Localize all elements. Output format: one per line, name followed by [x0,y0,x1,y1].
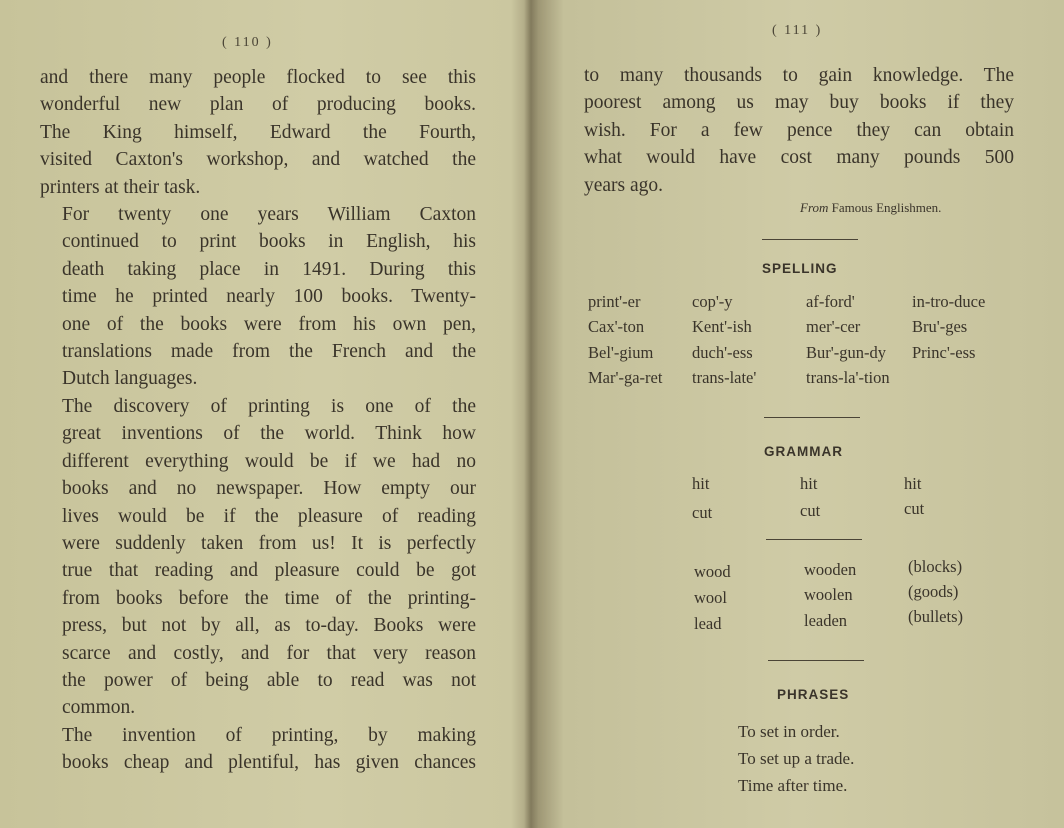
spelling-word: Bur'-gun-dy [806,343,886,362]
grammar-adjective-table [694,557,1004,640]
text-line: press, but not by all, as to-day. Books were [62,615,476,637]
spelling-word: Cax'-ton [588,317,645,336]
spelling-word: trans-la'-tion [806,368,890,387]
grammar-word: cut [692,503,713,522]
text-line: to many thousands to gain knowledge. The [584,65,1014,86]
text-line: The discovery of printing is one of the [62,395,476,417]
grammar-word: (blocks) [908,557,963,576]
text-line: and there many people flocked to see this [40,67,476,88]
spelling-word: trans-late' [692,368,757,387]
paragraph-3 [40,393,476,722]
text-line: books and no newspaper. How empty our [62,478,476,500]
grammar-word: hit [800,474,818,493]
text-line: continued to print books in English, his [62,231,476,253]
grammar-word: wooden [804,560,857,579]
spelling-word: af-ford' [806,292,855,311]
phrase-item: Time after time. [738,776,848,795]
divider-rule [768,660,864,661]
text-line: death taking place in 1491. During this [62,258,476,280]
text-line: time he printed nearly 100 books. Twenty- [62,286,476,308]
grammar-word: woolen [804,585,853,604]
grammar-heading: GRAMMAR [764,444,843,459]
grammar-word: wood [694,562,731,581]
text-line: visited Caxton's workshop, and watched the [40,149,476,171]
attribution-from: From [800,200,829,215]
grammar-word: leaden [804,611,848,630]
text-line: years ago. [584,174,664,196]
grammar-word: hit [692,474,710,493]
text-line: different everything would be if we had no [62,450,476,472]
text-line: were suddenly taken from us! It is perfectly [62,532,476,554]
left-page-number: ( 110 ) [222,35,273,50]
paragraph-2 [40,201,476,393]
spelling-heading: SPELLING [762,261,838,276]
text-line: poorest among us may buy books if they [584,92,1014,114]
text-line: translations made from the French and the [62,341,476,363]
text-line: common. [62,697,136,719]
spelling-word: duch'-ess [692,343,753,362]
left-page [0,0,530,828]
text-line: great inventions of the world. Think how [62,423,476,445]
text-line: what would have cost many pounds 500 [584,147,1014,169]
right-page-number: ( 111 ) [772,23,823,38]
text-line: scarce and costly, and for that very reason [62,642,476,664]
text-line: printers at their task. [40,176,201,198]
divider-rule [766,539,862,540]
spelling-word: Princ'-ess [912,343,976,362]
text-line: true that reading and pleasure could be got [62,560,476,582]
text-line: The invention of printing, by making [62,724,476,746]
phrases-heading: PHRASES [777,687,850,702]
phrases-list [738,718,854,799]
text-line: Dutch languages. [62,368,198,390]
source-attribution [800,200,941,216]
grammar-verb-table [692,474,992,534]
spelling-word: print'-er [588,292,641,311]
grammar-word: cut [800,501,821,520]
grammar-word: hit [904,474,922,493]
spelling-word: mer'-cer [806,317,861,336]
text-line: wish. For a few pence they can obtain [584,119,1014,141]
right-page [536,0,1064,828]
spelling-word: Kent'-ish [692,317,752,336]
divider-rule [764,417,860,418]
grammar-word: (bullets) [908,607,963,626]
text-line: from books before the time of the printing- [62,587,476,609]
text-line: one of the books were from his own pen, [62,313,476,335]
attribution-source: Famous Englishmen. [831,200,942,215]
continuation-text [584,62,1014,199]
left-page-text [40,64,476,777]
phrase-item: To set in order. [738,722,840,741]
text-line: For twenty one years William Caxton [62,204,476,226]
phrase-item: To set up a trade. [738,749,855,768]
spelling-word: cop'-y [692,292,733,311]
paragraph-4 [40,722,476,777]
text-line: wonderful new plan of producing books. [40,94,476,116]
text-line: books cheap and plentiful, has given chances [62,752,476,774]
text-line: the power of being able to read was not [62,669,476,691]
spelling-word: in-tro-duce [912,292,986,311]
grammar-word: wool [694,588,727,607]
paragraph-1 [40,64,476,201]
text-line: lives would be if the pleasure of reading [62,505,476,527]
grammar-word: (goods) [908,582,959,601]
spelling-word: Bru'-ges [912,317,968,336]
spelling-word: Bel'-gium [588,343,654,362]
text-line: The King himself, Edward the Fourth, [40,121,476,143]
spelling-table [588,292,1058,402]
divider-rule [762,239,858,240]
spelling-word: Mar'-ga-ret [588,368,663,387]
grammar-word: lead [694,614,722,633]
grammar-word: cut [904,499,925,518]
